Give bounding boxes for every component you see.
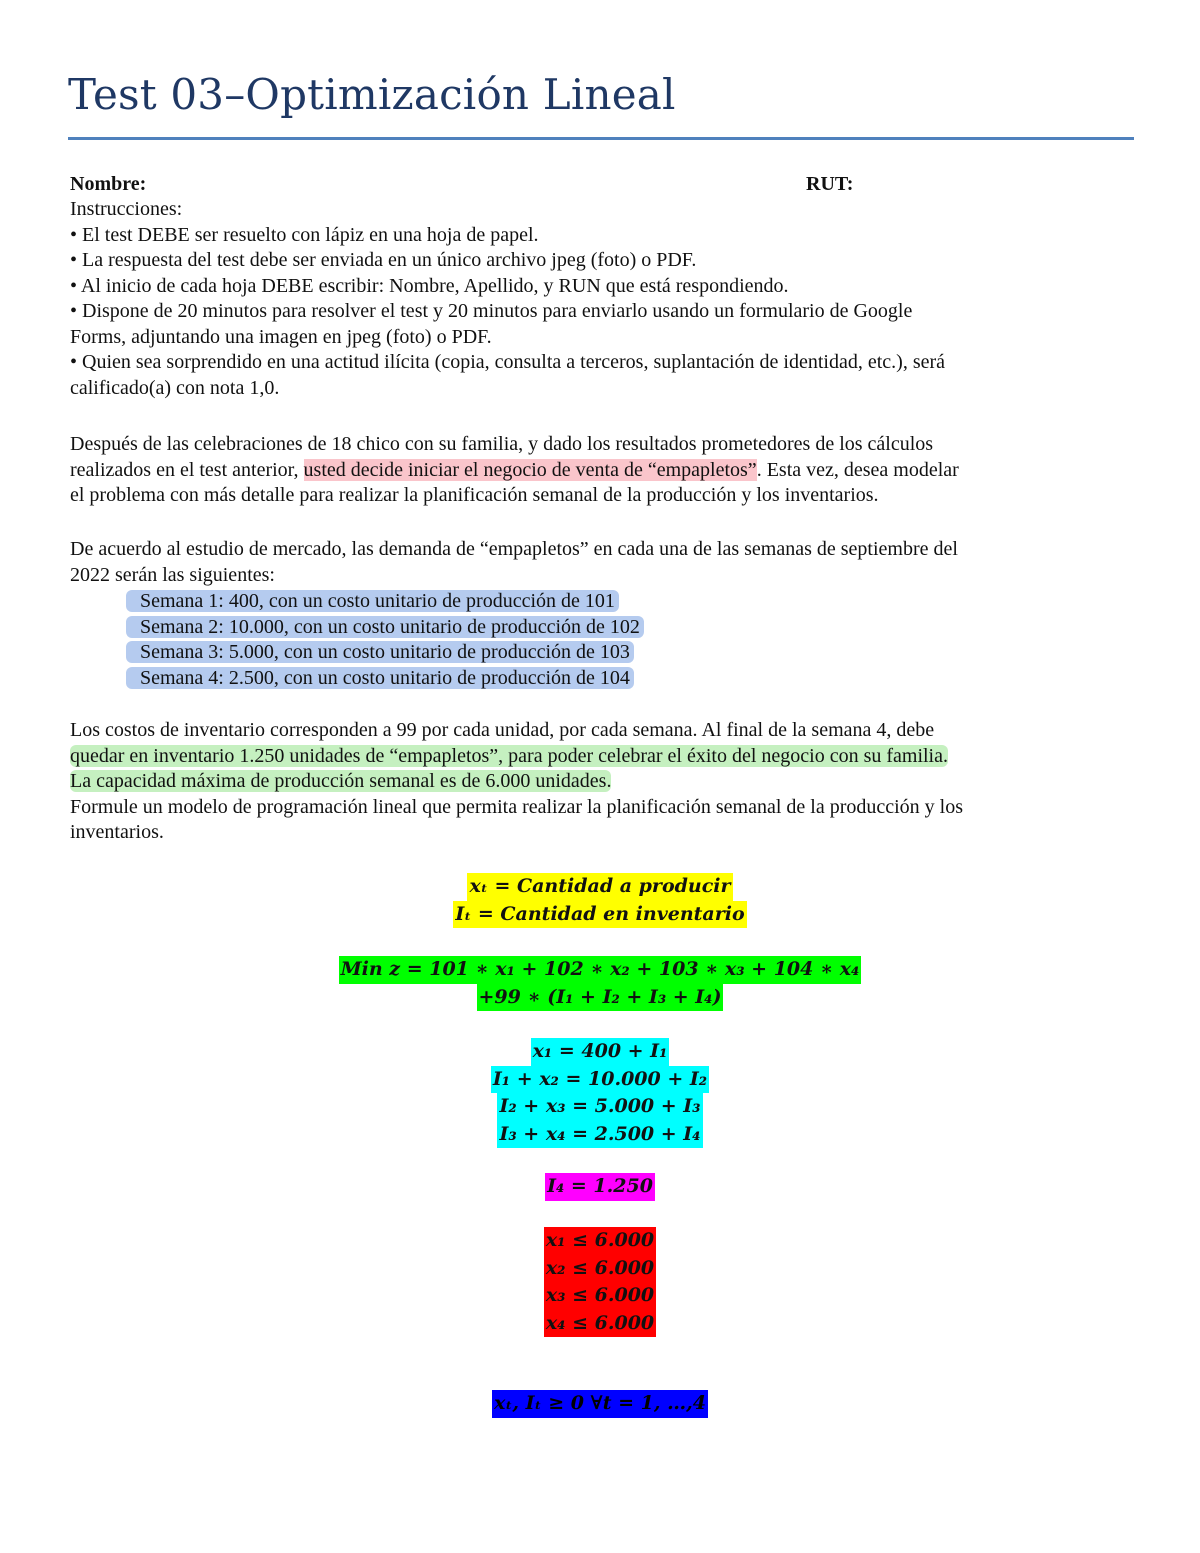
capacity-constraint: x₁ ≤ 6.000 (544, 1227, 656, 1255)
nonnegativity-constraint: xₜ, Iₜ ≥ 0 ∀t = 1, …,4 (492, 1390, 708, 1418)
paragraph-line: Los costos de inventario corresponden a 99 por cada unidad, por cada semana. Al final de la semana 4, debe (70, 719, 935, 741)
variables-block (0, 873, 1200, 928)
header-fields (70, 172, 1132, 198)
instruction-item: calificado(a) con nota 1,0. (70, 376, 280, 399)
instruction-item: • El test DEBE ser resuelto con lápiz en una hoja de papel. (70, 223, 539, 246)
balance-constraint: I₂ + x₃ = 5.000 + I₃ (497, 1093, 702, 1121)
paragraph-line: 2022 serán las siguientes: (70, 563, 275, 586)
highlighted-text: quedar en inventario 1.250 unidades de “empapletos”, para poder celebrar el éxito del negocio con su familia. (70, 744, 948, 767)
paragraph-line (70, 458, 1132, 484)
paragraph-line: Formule un modelo de programación lineal que permita realizar la planificación semanal de la producción y los (70, 795, 964, 818)
final-inventory-block (0, 1173, 1200, 1201)
variable-x-definition: xₜ = Cantidad a producir (467, 873, 732, 901)
instruction-item: • Dispone de 20 minutos para resolver el test y 20 minutos para enviarlo usando un formulario de Google (70, 300, 913, 322)
objective-function-continued: +99 ∗ (I₁ + I₂ + I₃ + I₄) (477, 984, 724, 1012)
paragraph-line: De acuerdo al estudio de mercado, las demanda de “empapletos” en cada una de las semanas de septiembre del (70, 538, 958, 560)
variable-i-definition: Iₜ = Cantidad en inventario (453, 901, 746, 929)
paragraph-line: inventarios. (70, 821, 164, 843)
balance-constraints (0, 1038, 1200, 1148)
weekly-demand-list (140, 589, 840, 691)
objective-block (0, 956, 1200, 1011)
name-label: Nombre: (70, 173, 147, 195)
instruction-item: Forms, adjuntando una imagen en jpeg (foto) o PDF. (70, 325, 492, 348)
paragraph-line: el problema con más detalle para realizar la planificación semanal de la producción y los inventarios. (70, 484, 879, 506)
instructions-label: Instrucciones: (70, 198, 183, 220)
capacity-constraint: x₄ ≤ 6.000 (544, 1310, 656, 1338)
instruction-item: • Al inicio de cada hoja DEBE escribir: Nombre, Apellido, y RUN que está respondiendo. (70, 274, 789, 297)
week-item: Semana 4: 2.500, con un costo unitario de producción de 104 (126, 667, 634, 689)
week-item: Semana 3: 5.000, con un costo unitario de producción de 103 (126, 641, 634, 663)
nonnegativity-block (0, 1390, 1200, 1418)
instruction-item: • Quien sea sorprendido en una actitud ilícita (copia, consulta a terceros, suplantación de identidad, etc.), será (70, 351, 946, 373)
final-inventory-constraint: I₄ = 1.250 (545, 1173, 655, 1201)
instructions-block (70, 197, 1132, 401)
capacity-constraint: x₃ ≤ 6.000 (544, 1282, 656, 1310)
highlighted-text: La capacidad máxima de producción semanal es de 6.000 unidades. (70, 770, 612, 792)
paragraph-line: Después de las celebraciones de 18 chico con su familia, y dado los resultados prometedores de los cálculos (70, 433, 934, 455)
context-paragraph (70, 432, 1132, 509)
capacity-constraint: x₂ ≤ 6.000 (544, 1255, 656, 1283)
page-title: Test 03–Optimización Lineal (68, 70, 676, 119)
inventory-paragraph (70, 718, 1132, 846)
balance-constraint: I₁ + x₂ = 10.000 + I₂ (491, 1066, 709, 1094)
capacity-constraints (0, 1227, 1200, 1337)
highlighted-text: usted decide iniciar el negocio de venta de “empapletos” (303, 458, 757, 481)
objective-function: Min z = 101 ∗ x₁ + 102 ∗ x₂ + 103 ∗ x₃ + 104 ∗ x₄ (339, 956, 862, 984)
balance-constraint: I₃ + x₄ = 2.500 + I₄ (497, 1121, 702, 1149)
balance-constraint: x₁ = 400 + I₁ (531, 1038, 670, 1066)
title-divider (68, 137, 1134, 140)
paragraph-text: . Esta vez, desea modelar (756, 458, 959, 481)
rut-label: RUT: (806, 173, 854, 195)
week-item: Semana 1: 400, con un costo unitario de producción de 101 (126, 590, 619, 612)
demand-paragraph (70, 537, 1132, 588)
week-item: Semana 2: 10.000, con un costo unitario de producción de 102 (126, 616, 644, 638)
paragraph-text: realizados en el test anterior, (70, 458, 304, 481)
instruction-item: • La respuesta del test debe ser enviada en un único archivo jpeg (foto) o PDF. (70, 249, 697, 271)
